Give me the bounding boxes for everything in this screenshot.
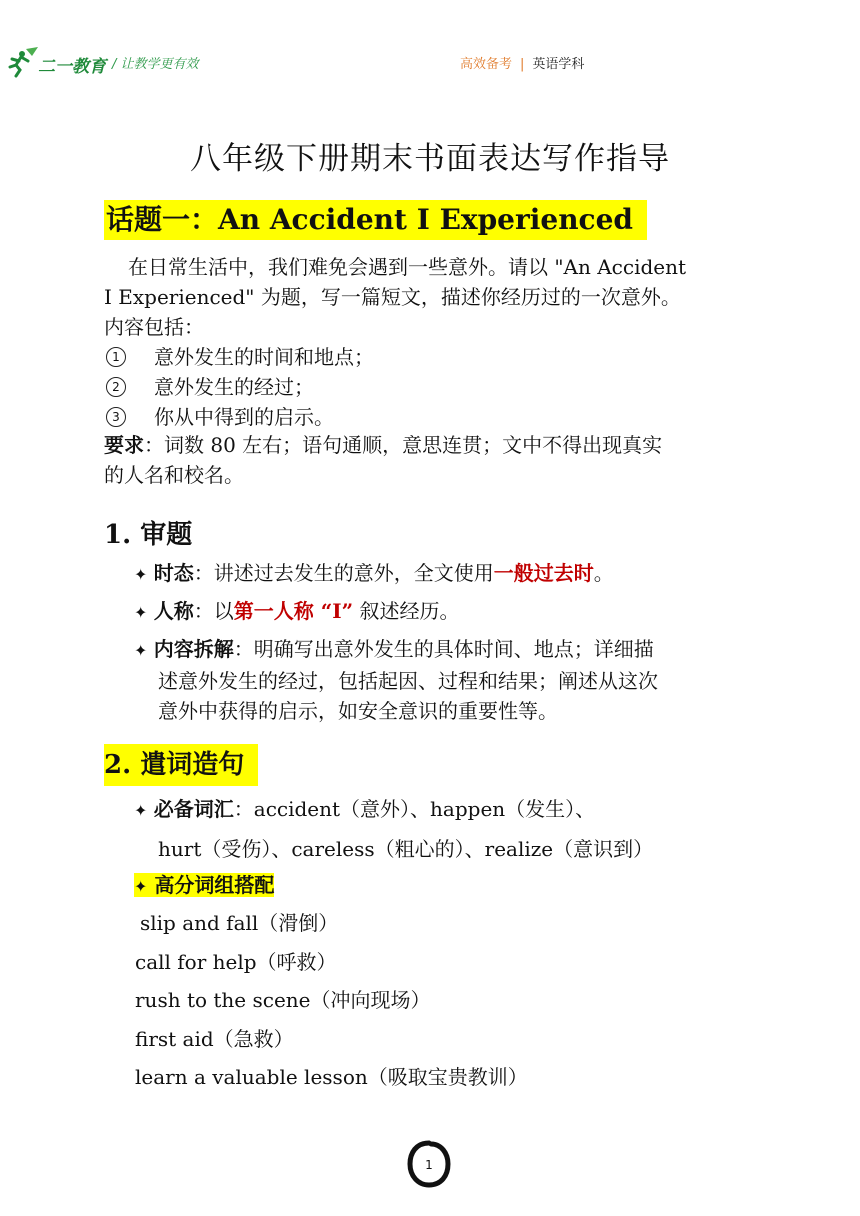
circled-number: 3: [106, 407, 126, 427]
bullet-text: 意外中获得的启示，如安全意识的重要性等。: [158, 699, 558, 723]
list-item-text: 你从中得到的启示。: [154, 405, 334, 429]
prompt-line: 在日常生活中，我们难免会遇到一些意外。请以 "An Accident: [128, 255, 687, 279]
list-item: [104, 402, 374, 432]
bullet-icon: ✦: [134, 603, 148, 622]
phrase-item: learn a valuable lesson（吸取宝贵教训）: [135, 1065, 528, 1089]
phrase-item: rush to the scene（冲向现场）: [135, 988, 431, 1012]
section-heading: 2. 遣词造句: [104, 744, 258, 786]
bullet-icon: ✦: [134, 801, 148, 820]
requirements-text: ：词数 80 左右；语句通顺，意思连贯；文中不得出现真实: [144, 433, 663, 457]
bullet-text: ：accident（意外）、happen（发生）、: [233, 797, 596, 821]
circled-number: 1: [106, 347, 126, 367]
circled-number: 2: [106, 377, 126, 397]
header-separator: |: [520, 57, 525, 72]
bullet-text: ：明确写出意外发生的具体时间、地点；详细描: [233, 637, 654, 661]
bullet-label: 必备词汇: [153, 797, 234, 821]
brand-slogan: / 让教学更有效: [112, 57, 199, 72]
list-item-text: 意外发生的经过；: [154, 375, 314, 399]
page-number-badge: [406, 1139, 452, 1189]
bullet-text: 述意外发生的经过，包括起因、过程和结果；阐述从这次: [158, 669, 658, 693]
list-item: [104, 372, 374, 402]
bullet-label: 人称: [153, 599, 194, 623]
requirements-text: 的人名和校名。: [104, 463, 244, 487]
section-heading: 1. 审题: [104, 520, 193, 550]
vocab-bullet: [134, 794, 744, 872]
brand-name: 二一教育: [38, 57, 106, 77]
bullet-icon: ✦: [134, 565, 148, 584]
bullet-text: hurt（受伤）、careless（粗心的）、realize（意识到）: [158, 837, 654, 861]
phrase-item: slip and fall（滑倒）: [140, 911, 339, 935]
bullet-text: ：以: [193, 599, 234, 623]
phrases-bullet: [134, 870, 744, 902]
page-number: 1: [425, 1158, 433, 1172]
bullet-label: 时态: [153, 561, 194, 585]
tense-bullet: [134, 558, 744, 590]
runner-logo-icon: [6, 46, 40, 78]
emphasis-text: 一般过去时: [493, 561, 594, 585]
content-list: [104, 342, 374, 432]
document-title: 八年级下册期末书面表达写作指导: [190, 141, 670, 177]
writing-prompt: [104, 252, 764, 342]
emphasis-text: 第一人称 “I”: [233, 599, 354, 623]
bullet-label: 内容拆解: [153, 637, 234, 661]
bullet-icon: ✦: [134, 641, 148, 660]
list-item: [104, 342, 374, 372]
topic-heading: 话题一：An Accident I Experienced: [104, 200, 647, 240]
requirements: [104, 430, 764, 490]
phrase-item: first aid（急救）: [135, 1027, 294, 1051]
list-item-text: 意外发生的时间和地点；: [154, 345, 374, 369]
header-subject: [460, 53, 584, 72]
page-header: [0, 0, 860, 100]
prompt-line: 内容包括：: [104, 315, 204, 339]
phrase-item: call for help（呼救）: [135, 950, 337, 974]
bullet-label: 高分词组搭配: [154, 873, 275, 897]
person-bullet: [134, 596, 744, 628]
bullet-icon: ✦: [134, 877, 148, 896]
prompt-line: I Experienced" 为题，写一篇短文，描述你经历过的一次意外。: [104, 285, 681, 309]
phrases-label: [134, 873, 274, 897]
requirements-label: 要求: [104, 433, 144, 457]
bullet-text: 。: [593, 561, 614, 585]
bullet-text: ：讲述过去发生的意外，全文使用: [193, 561, 494, 585]
content-bullet: [134, 634, 744, 726]
bullet-text: 叙述经历。: [353, 599, 460, 623]
subject-label: 英语学科: [532, 57, 585, 72]
exam-label: 高效备考: [460, 57, 513, 72]
